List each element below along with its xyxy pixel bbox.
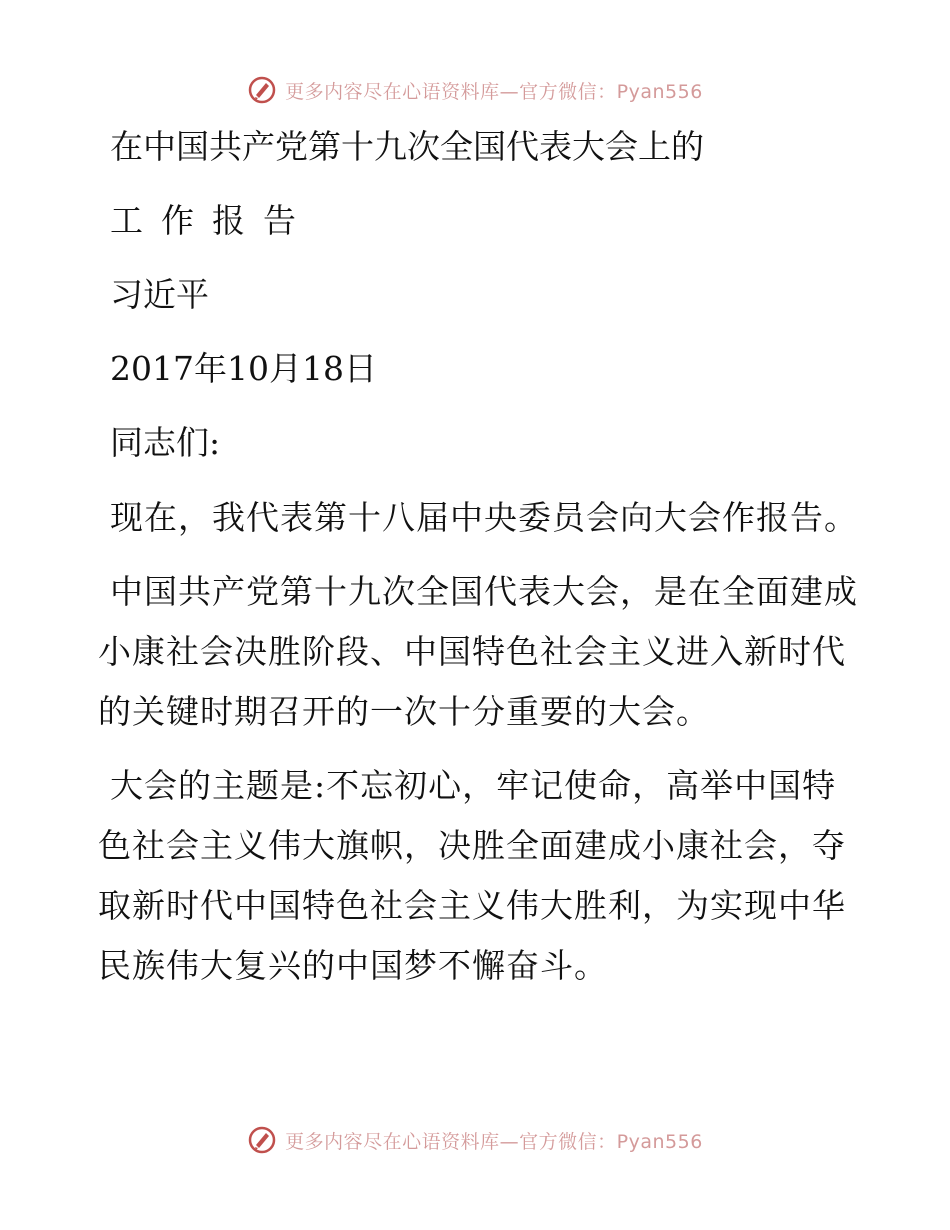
- paragraph-1: 现在，我代表第十八届中央委员会向大会作报告。: [110, 498, 858, 537]
- watermark-text: 更多内容尽在心语资料库—官方微信：Pyan556: [285, 80, 703, 103]
- document-title: 在中国共产党第十九次全国代表大会上的: [110, 127, 704, 166]
- pen-seal-icon: [247, 75, 277, 105]
- paragraph-2: 中国共产党第十九次全国代表大会，是在全面建成小康社会决胜阶段、中国特色社会主义进入新时代的关键时期召开的一次十分重要的大会。: [98, 572, 858, 731]
- footer-watermark: [0, 1120, 950, 1160]
- document-author: 习近平: [110, 275, 209, 314]
- document-body: [98, 118, 858, 1010]
- header-watermark: [0, 70, 950, 110]
- paragraph-3: 大会的主题是:不忘初心，牢记使命，高举中国特色社会主义伟大旗帜，决胜全面建成小康社会，夺取新时代中国特色社会主义伟大胜利，为实现中华民族伟大复兴的中国梦不懈奋斗。: [98, 766, 846, 985]
- document-subtitle: 工作报告: [110, 201, 314, 240]
- watermark-text: 更多内容尽在心语资料库—官方微信：Pyan556: [285, 1130, 703, 1153]
- pen-seal-icon: [247, 1125, 277, 1155]
- salutation: 同志们:: [110, 423, 221, 462]
- document-date: 2017年10月18日: [110, 349, 377, 388]
